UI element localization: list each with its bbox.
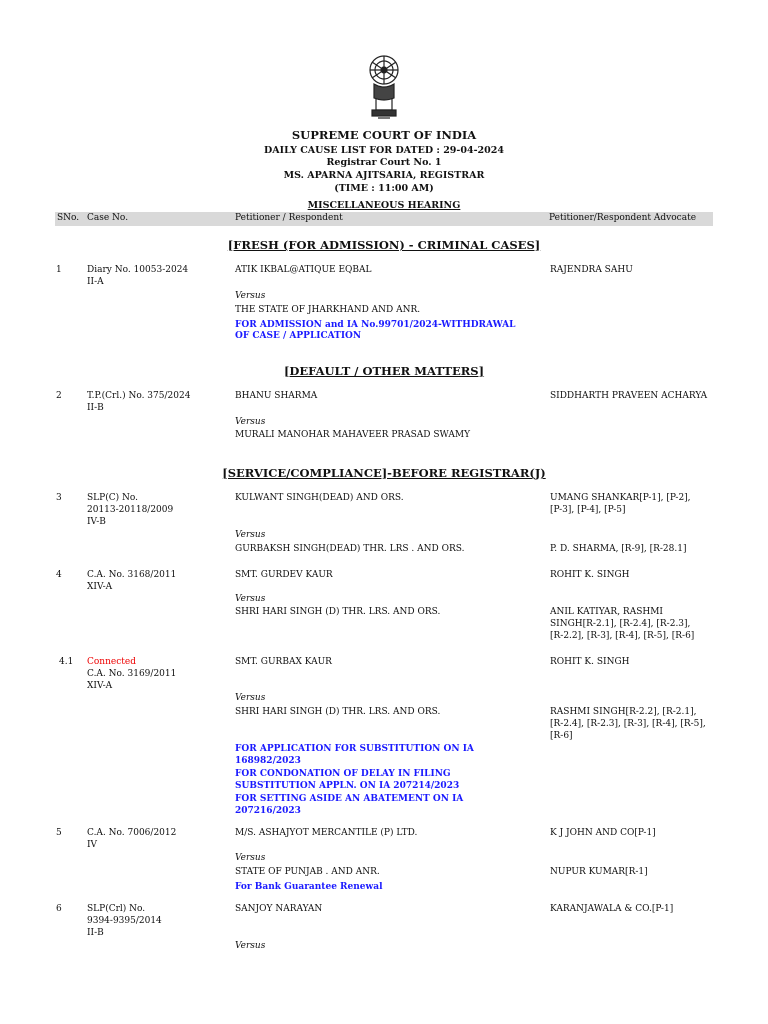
petitioner-advocate: ROHIT K. SINGH [550,570,630,580]
petitioner-name: SMT. GURDEV KAUR [235,570,333,580]
bench-code: IV-B [87,517,106,527]
petitioner-advocate: UMANG SHANKAR[P-1], [P-2], [550,493,691,503]
serial-number: 3 [56,493,62,503]
section-heading: [FRESH (FOR ADMISSION) - CRIMINAL CASES] [227,238,541,252]
case-note: 168982/2023 [235,756,301,766]
case-note: FOR SETTING ASIDE AN ABATEMENT ON IA [235,794,464,804]
court-number: Registrar Court No. 1 [326,157,442,168]
bench-code: XIV-A [87,582,113,592]
col-parties: Petitioner / Respondent [235,213,343,223]
versus-label: Versus [235,853,266,863]
col-case-no: Case No. [87,213,129,223]
registrar-name: MS. APARNA AJITSARIA, REGISTRAR [283,170,485,181]
respondent-advocate: RASHMI SINGH[R-2.2], [R-2.1], [550,707,697,717]
respondent-advocate: [R-2.4], [R-2.3], [R-3], [R-4], [R-5], [550,719,706,729]
respondent-advocate: NUPUR KUMAR[R-1] [550,867,648,877]
versus-label: Versus [235,291,266,301]
column-header-bar [55,212,713,226]
respondent-advocate: P. D. SHARMA, [R-9], [R-28.1] [550,544,687,554]
petitioner-name: M/S. ASHAJYOT MERCANTILE (P) LTD. [235,828,418,838]
case-note: For Bank Guarantee Renewal [235,882,383,892]
versus-label: Versus [235,530,266,540]
petitioner-advocate: RAJENDRA SAHU [550,265,633,275]
case-number: C.A. No. 3168/2011 [87,570,177,580]
hearing-time: (TIME : 11:00 AM) [334,183,434,194]
case-note: FOR ADMISSION and IA No.99701/2024-WITHDRAWAL [235,320,516,330]
cause-list-date: DAILY CAUSE LIST FOR DATED : 29-04-2024 [264,145,504,156]
case-note: OF CASE / APPLICATION [235,331,362,341]
bench-code: II-B [87,403,104,413]
serial-number: 4.1 [59,657,74,667]
petitioner-name: BHANU SHARMA [235,391,318,401]
respondent-name: SHRI HARI SINGH (D) THR. LRS. AND ORS. [235,607,441,617]
petitioner-name: KULWANT SINGH(DEAD) AND ORS. [235,493,404,503]
respondent-advocate: [R-6] [550,731,573,741]
petitioner-advocate: SIDDHARTH PRAVEEN ACHARYA [550,391,708,401]
case-note: FOR APPLICATION FOR SUBSTITUTION ON IA [235,744,474,754]
versus-label: Versus [235,941,266,951]
case-number: 9394-9395/2014 [87,916,162,926]
serial-number: 5 [56,828,62,838]
petitioner-name: ATIK IKBAL@ATIQUE EQBAL [235,265,372,275]
versus-label: Versus [235,594,266,604]
serial-number: 4 [56,570,62,580]
col-advocate: Petitioner/Respondent Advocate [549,213,697,223]
national-emblem-icon [364,52,404,124]
bench-code: II-B [87,928,104,938]
respondent-name: MURALI MANOHAR MAHAVEER PRASAD SWAMY [235,430,471,440]
col-sno: SNo. [57,213,80,223]
petitioner-name: SMT. GURBAX KAUR [235,657,332,667]
section-heading: [SERVICE/COMPLIANCE]-BEFORE REGISTRAR(J) [222,466,546,480]
petitioner-advocate: [P-3], [P-4], [P-5] [550,505,626,515]
respondent-advocate: ANIL KATIYAR, RASHMI [550,607,663,617]
petitioner-name: SANJOY NARAYAN [235,904,323,914]
respondent-advocate: [R-2.2], [R-3], [R-4], [R-5], [R-6] [550,631,695,641]
respondent-name: STATE OF PUNJAB . AND ANR. [235,867,380,877]
versus-label: Versus [235,417,266,427]
case-note: 207216/2023 [235,806,301,816]
serial-number: 2 [56,391,62,401]
serial-number: 6 [56,904,62,914]
bench-code: IV [87,840,98,850]
case-number: SLP(C) No. [87,493,138,503]
petitioner-advocate: ROHIT K. SINGH [550,657,630,667]
bench-code: XIV-A [87,681,113,691]
hearing-type: MISCELLANEOUS HEARING [307,200,461,211]
case-number: 20113-20118/2009 [87,505,174,515]
bench-code: II-A [87,277,104,287]
case-note: SUBSTITUTION APPLN. ON IA 207214/2023 [235,781,460,791]
case-number: C.A. No. 3169/2011 [87,669,177,679]
petitioner-advocate: KARANJAWALA & CO.[P-1] [550,904,674,914]
respondent-name: SHRI HARI SINGH (D) THR. LRS. AND ORS. [235,707,441,717]
versus-label: Versus [235,693,266,703]
respondent-name: GURBAKSH SINGH(DEAD) THR. LRS . AND ORS. [235,544,465,554]
petitioner-advocate: K J JOHN AND CO[P-1] [550,828,656,838]
respondent-name: THE STATE OF JHARKHAND AND ANR. [235,305,421,315]
serial-number: 1 [56,265,62,275]
section-heading: [DEFAULT / OTHER MATTERS] [283,364,485,378]
case-number: C.A. No. 7006/2012 [87,828,177,838]
case-number: SLP(Crl) No. [87,904,146,914]
case-note: FOR CONDONATION OF DELAY IN FILING [235,769,451,779]
case-number: Diary No. 10053-2024 [87,265,189,275]
court-title: SUPREME COURT OF INDIA [291,128,477,142]
connected-label: Connected [87,657,136,667]
respondent-advocate: SINGH[R-2.1], [R-2.4], [R-2.3], [550,619,691,629]
case-number: T.P.(Crl.) No. 375/2024 [87,391,191,401]
